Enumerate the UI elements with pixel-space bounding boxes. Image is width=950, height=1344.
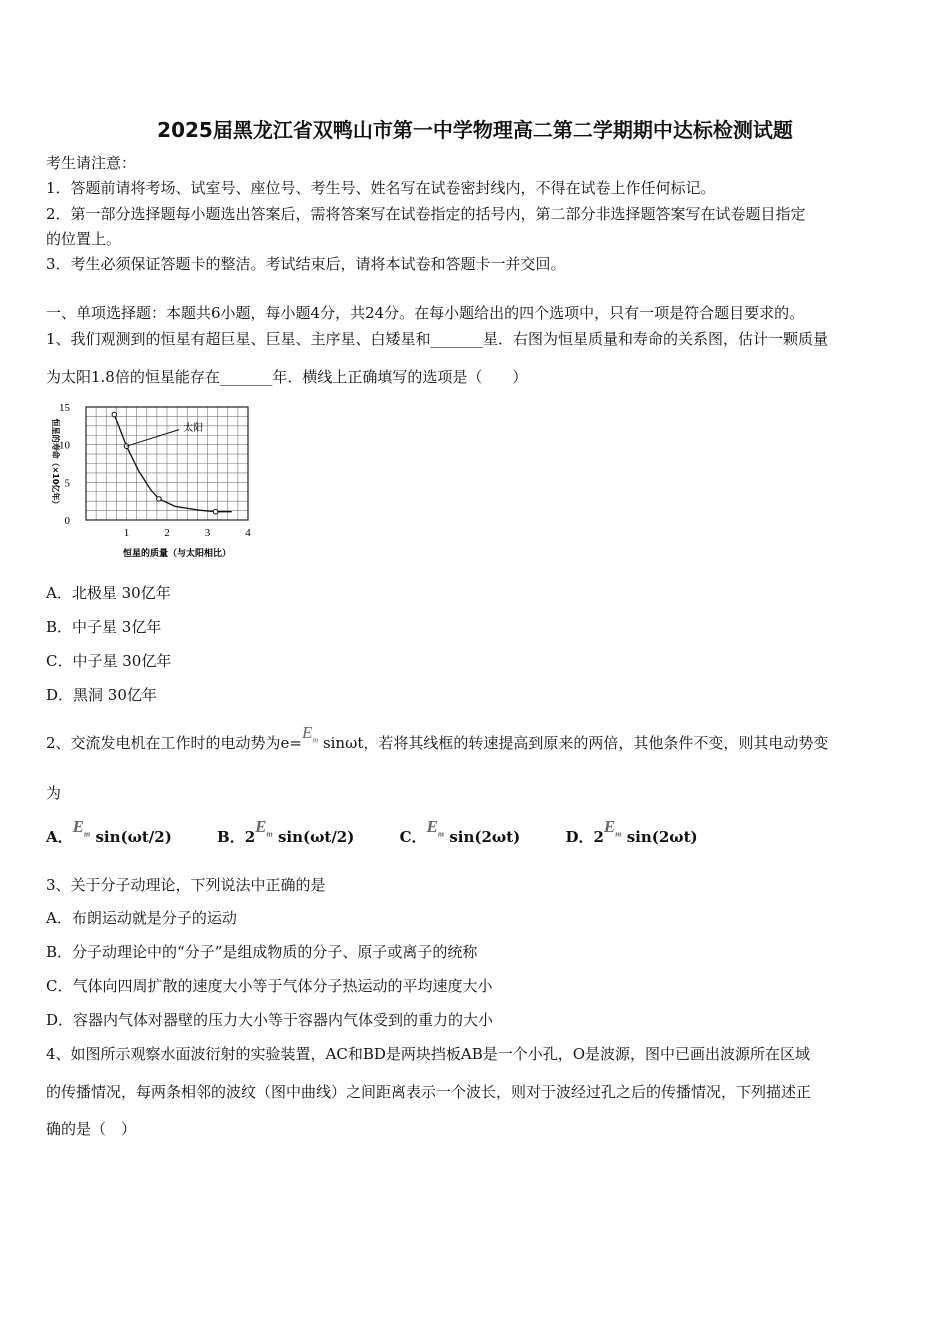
- q2-option-d: [565, 817, 698, 848]
- lifetime-curve: [114, 415, 232, 512]
- sun-annotation: 太阳: [183, 423, 204, 435]
- em-subscript: m: [266, 829, 273, 839]
- data-point: [157, 497, 162, 502]
- notice-item: 的位置上。: [46, 230, 122, 248]
- x-tick-label: 3: [204, 527, 211, 539]
- q2-options: [46, 817, 738, 848]
- em-letter: E: [426, 817, 438, 836]
- q1-option-a: A．北极星 30亿年: [46, 584, 171, 602]
- x-tick-label: 4: [245, 527, 251, 539]
- q4-stem-line1: 4、如图所示观察水面波衍射的实验装置，AC和BD是两块挡板AB是一个小孔，O是波源，图中已画出波源所在区域: [46, 1045, 811, 1063]
- y-axis-label: 恒星的寿命（×10亿年）: [51, 418, 60, 509]
- q1-option-c: C．中子星 30亿年: [46, 652, 172, 670]
- y-tick-label: 15: [59, 402, 70, 414]
- q4-stem-line2: 的传播情况，每两条相邻的波纹（图中曲线）之间距离表示一个波长，则对于波经过孔之后的传播情况，下列描述正: [46, 1083, 812, 1101]
- chart-svg: [44, 395, 264, 565]
- option-tail: sin(2ωt): [444, 828, 521, 846]
- em-symbol: [426, 817, 445, 839]
- q2-stem-pre: 2、交流发电机在工作时的电动势为e=: [46, 734, 302, 752]
- q2-stem-line1: [46, 723, 829, 754]
- y-tick-label: 5: [64, 477, 70, 490]
- page-title: 2025届黑龙江省双鸭山市第一中学物理高二第二学期期中达标检测试题: [157, 118, 793, 142]
- em-subscript: m: [615, 829, 622, 839]
- option-label: A．: [46, 828, 73, 846]
- em-symbol: [255, 817, 273, 839]
- y-tick-label: 10: [59, 439, 70, 452]
- y-tick-label: 0: [64, 515, 70, 527]
- mass-lifetime-chart: [44, 395, 264, 569]
- q2-stem-post: sinωt，若将其线框的转速提高到原来的两倍，其他条件不变，则其电动势变: [318, 734, 829, 752]
- q1-stem-line2: 为太阳1.8倍的恒星能存在_______年．横线上正确填写的选项是（ ）: [46, 368, 528, 386]
- em-symbol: [603, 817, 622, 839]
- q1-option-d: D．黑洞 30亿年: [46, 686, 157, 704]
- em-subscript: m: [83, 829, 91, 839]
- option-label: D．2: [565, 828, 604, 846]
- q1-option-b: B．中子星 3亿年: [46, 618, 162, 636]
- x-axis-label: 恒星的质量（与太阳相比）: [122, 549, 232, 559]
- q3-option-c: C．气体向四周扩散的速度大小等于气体分子热运动的平均速度大小: [46, 977, 493, 995]
- option-tail: sin(ωt/2): [90, 828, 172, 846]
- em-letter: E: [255, 817, 267, 836]
- q2-stem-line2: 为: [46, 784, 62, 802]
- notice-item: 1．答题前请将考场、试室号、座位号、考生号、姓名写在试卷密封线内，不得在试卷上作任何标记。: [46, 179, 716, 197]
- em-symbol: [302, 723, 319, 745]
- notice-item: 3．考生必须保证答题卡的整洁。考试结束后，请将本试卷和答题卡一并交回。: [46, 255, 566, 273]
- q3-option-b: B．分子动理论中的“分子”是组成物质的分子、原子或离子的统称: [46, 943, 478, 961]
- em-subscript: m: [312, 735, 319, 745]
- em-letter: E: [603, 817, 616, 836]
- option-label: B．2: [217, 828, 256, 846]
- notice-item: 2．第一部分选择题每小题选出答案后，需将答案写在试卷指定的括号内，第二部分非选择题答案写在试卷题目指定: [46, 205, 806, 223]
- annotation-leader: [127, 430, 180, 447]
- x-tick-label: 2: [164, 527, 170, 539]
- em-subscript: m: [437, 829, 445, 839]
- notice-heading: 考生请注意：: [46, 154, 137, 172]
- q2-option-b: [217, 817, 355, 848]
- em-symbol: [72, 817, 91, 839]
- section-heading: 一、单项选择题：本题共6小题，每小题4分，共24分。在每小题给出的四个选项中，只有一项是符合题目要求的。: [46, 304, 805, 322]
- em-letter: E: [72, 817, 84, 836]
- q2-option-c: [399, 817, 521, 848]
- data-point: [112, 412, 117, 417]
- em-letter: E: [302, 723, 313, 742]
- q3-option-d: D．容器内气体对器壁的压力大小等于容器内气体受到的重力的大小: [46, 1011, 494, 1029]
- x-tick-label: 1: [123, 527, 130, 539]
- q2-option-a: [46, 817, 172, 848]
- option-tail: sin(2ωt): [621, 828, 698, 846]
- q3-stem: 3、关于分子动理论，下列说法中正确的是: [46, 876, 326, 894]
- q1-stem-line1: 1、我们观测到的恒星有超巨星、巨星、主序星、白矮星和_______星．右图为恒星质量和寿命的关系图，估计一颗质量: [46, 330, 829, 348]
- option-tail: sin(ωt/2): [272, 828, 355, 846]
- option-label: C．: [399, 828, 427, 846]
- q3-option-a: A．布朗运动就是分子的运动: [46, 909, 237, 927]
- q4-stem-line3: 确的是（ ）: [46, 1120, 137, 1138]
- data-point: [213, 509, 218, 514]
